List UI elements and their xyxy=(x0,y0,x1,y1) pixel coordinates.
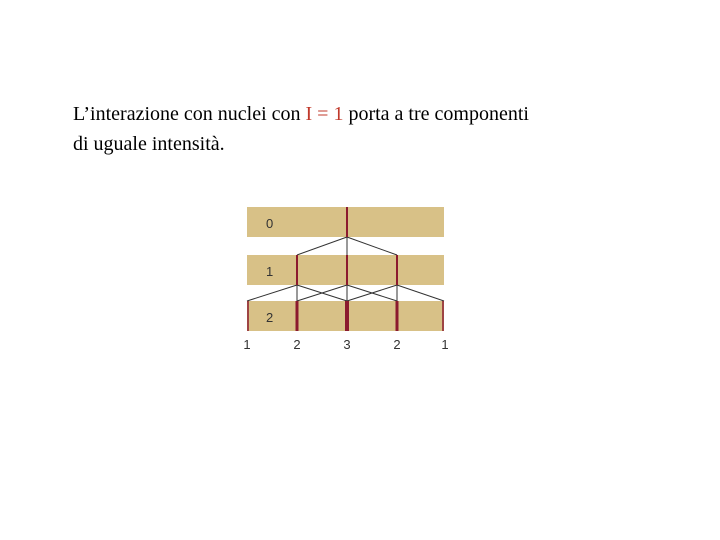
band-0 xyxy=(247,207,444,237)
intensity-label-2: 2 xyxy=(293,337,301,352)
text-after: porta a tre componenti xyxy=(343,103,529,125)
text-line-1 xyxy=(73,99,693,129)
text-line-2: di uguale intensità. xyxy=(73,133,225,155)
intensity-label-3: 3 xyxy=(343,337,351,352)
description-text xyxy=(73,99,693,159)
branches-level-1 xyxy=(297,237,397,255)
band-1 xyxy=(247,255,444,285)
text-before: L’interazione con nuclei con xyxy=(73,103,306,125)
band-label-1: 1 xyxy=(266,264,274,279)
splitting-diagram xyxy=(240,200,450,360)
splitting-svg xyxy=(240,200,450,360)
intensity-label-4: 2 xyxy=(393,337,401,352)
band-label-0: 0 xyxy=(266,216,274,231)
branches-level-2 xyxy=(247,285,444,301)
intensity-label-5: 1 xyxy=(441,337,449,352)
band-label-2: 2 xyxy=(266,310,274,325)
spin-equation: I = 1 xyxy=(305,103,344,125)
intensity-label-1: 1 xyxy=(243,337,251,352)
